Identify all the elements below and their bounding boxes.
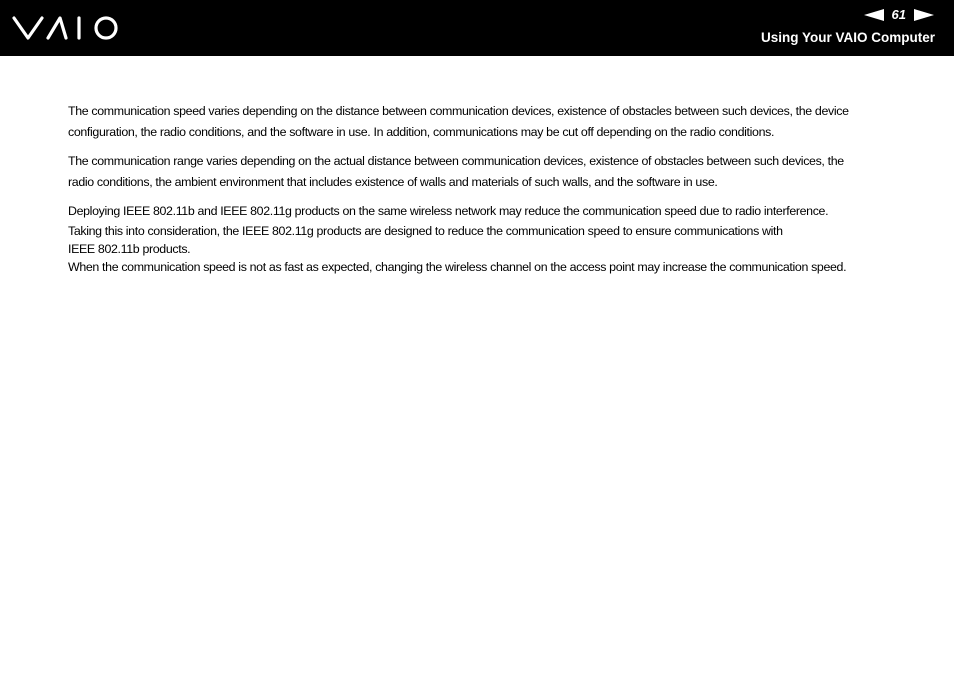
text-line: The communication speed varies depending on the distance between communication devices, existence of obstacles between such devices, the device xyxy=(68,104,849,118)
text-line: radio conditions, the ambient environment that includes existence of walls and materials of such walls, and the software in use. xyxy=(68,175,718,189)
paragraph-ieee-interference xyxy=(68,201,934,276)
paragraph-communication-speed xyxy=(68,101,934,143)
text-line: The communication range varies depending on the actual distance between communication devices, existence of obstacles between such devices, the xyxy=(68,154,844,168)
page-header xyxy=(0,0,954,56)
section-title: Using Your VAIO Computer xyxy=(760,30,935,45)
text-line: When the communication speed is not as fast as expected, changing the wireless channel on the access point may increase the communication speed. xyxy=(68,260,847,274)
previous-page-arrow-icon[interactable] xyxy=(864,9,884,21)
text-line: Taking this into consideration, the IEEE 802.11g products are designed to reduce the communication speed to ensure communications with xyxy=(68,224,783,238)
next-page-arrow-icon[interactable] xyxy=(914,9,934,21)
text-line: configuration, the radio conditions, and the software in use. In addition, communications may be cut off depending on the radio conditions. xyxy=(68,125,775,139)
body-content xyxy=(68,101,934,276)
vaio-logo-icon xyxy=(12,14,120,42)
page-number: 61 xyxy=(891,7,906,22)
paragraph-communication-range xyxy=(68,151,934,193)
page-navigation xyxy=(864,7,934,23)
text-line: IEEE 802.11b products. xyxy=(68,242,191,256)
text-line: Deploying IEEE 802.11b and IEEE 802.11g products on the same wireless network may reduce the communication speed due to radio interference. xyxy=(68,204,829,218)
